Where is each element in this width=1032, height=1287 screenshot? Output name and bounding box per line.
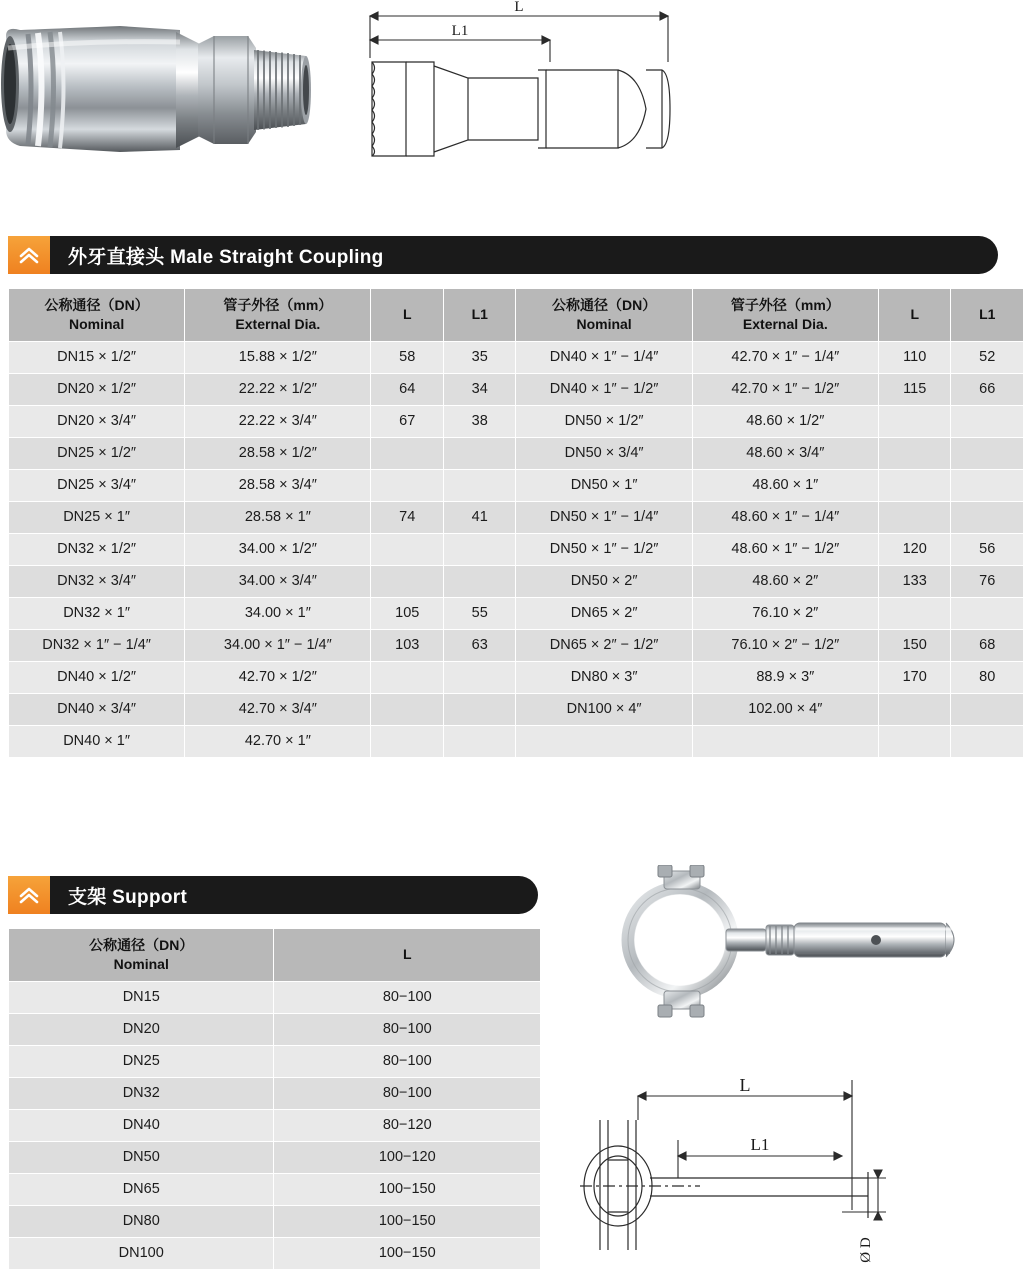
cell-external: 48.60 × 2″ <box>692 565 878 597</box>
cell-nominal <box>516 725 692 757</box>
cell-external: 76.10 × 2″ − 1/2″ <box>692 629 878 661</box>
cell-external: 22.22 × 1/2″ <box>185 373 371 405</box>
cell-l1 <box>443 437 516 469</box>
dim-l-label: L <box>514 0 524 15</box>
cell-l <box>878 437 951 469</box>
cell-nominal: DN40 × 1/2″ <box>9 661 185 693</box>
cell-l1: 63 <box>443 629 516 661</box>
cell-l1: 80 <box>951 661 1024 693</box>
support-photo-svg <box>590 865 1010 1045</box>
cell-nominal: DN32 × 1″ <box>9 597 185 629</box>
cell-external: 48.60 × 1″ − 1/2″ <box>692 533 878 565</box>
cell-l: 80−100 <box>274 1045 541 1077</box>
table-row <box>9 661 1024 693</box>
cell-nominal: DN40 × 1″ − 1/4″ <box>516 341 692 373</box>
cell-l1: 55 <box>443 597 516 629</box>
cell-nominal: DN15 × 1/2″ <box>9 341 185 373</box>
cell-nominal: DN25 × 1/2″ <box>9 437 185 469</box>
col-nominal-left <box>9 289 185 342</box>
double-chevron-up-icon <box>8 236 50 274</box>
cell-nominal: DN15 <box>9 981 274 1013</box>
col-nominal-en: Nominal <box>113 955 169 972</box>
cell-nominal: DN20 × 3/4″ <box>9 405 185 437</box>
cell-external: 34.00 × 1″ − 1/4″ <box>185 629 371 661</box>
dim-l1-label: L1 <box>451 23 469 39</box>
col-l: L <box>274 929 541 982</box>
col-nominal-cn: 公称通径（DN） <box>89 937 194 953</box>
cell-l: 115 <box>878 373 951 405</box>
table-row <box>9 1205 541 1237</box>
cell-l <box>878 693 951 725</box>
table-row <box>9 501 1024 533</box>
cell-nominal: DN65 × 2″ <box>516 597 692 629</box>
cell-l: 170 <box>878 661 951 693</box>
coupling-photo-svg <box>0 0 330 200</box>
cell-l <box>878 501 951 533</box>
col-nominal <box>9 929 274 982</box>
cell-l1 <box>951 693 1024 725</box>
cell-l1 <box>951 469 1024 501</box>
cell-l1: 34 <box>443 373 516 405</box>
cell-l: 67 <box>371 405 444 437</box>
cell-nominal: DN40 × 1″ <box>9 725 185 757</box>
cell-nominal: DN50 × 1″ <box>516 469 692 501</box>
cell-l: 100−150 <box>274 1173 541 1205</box>
cell-nominal: DN20 × 1/2″ <box>9 373 185 405</box>
cell-l1 <box>951 501 1024 533</box>
cell-nominal: DN65 <box>9 1173 274 1205</box>
cell-l <box>371 533 444 565</box>
cell-l: 80−120 <box>274 1109 541 1141</box>
cell-l1 <box>443 533 516 565</box>
section-banner-male-straight-coupling <box>8 236 998 274</box>
coupling-spec-table <box>8 288 1024 758</box>
cell-nominal: DN50 × 3/4″ <box>516 437 692 469</box>
dim-d-label: Ø D <box>858 1237 874 1263</box>
cell-nominal: DN25 <box>9 1045 274 1077</box>
cell-l: 100−120 <box>274 1141 541 1173</box>
cell-l1: 68 <box>951 629 1024 661</box>
cell-external: 76.10 × 2″ <box>692 597 878 629</box>
col-external-en: External Dia. <box>742 315 828 332</box>
col-nominal-cn: 公称通径（DN） <box>551 297 657 313</box>
col-external-cn: 管子外径（mm） <box>730 297 840 313</box>
cell-external: 48.60 × 1″ <box>692 469 878 501</box>
cell-nominal: DN100 × 4″ <box>516 693 692 725</box>
table-header-row <box>9 929 541 982</box>
table-row <box>9 565 1024 597</box>
cell-nominal: DN40 × 3/4″ <box>9 693 185 725</box>
cell-external: 48.60 × 1″ − 1/4″ <box>692 501 878 533</box>
col-nominal-cn: 公称通径（DN） <box>44 297 149 313</box>
coupling-table-body <box>9 341 1024 757</box>
cell-l: 80−100 <box>274 1013 541 1045</box>
col-l-left: L <box>371 289 444 342</box>
cell-external: 42.70 × 1″ − 1/2″ <box>692 373 878 405</box>
cell-nominal: DN25 × 3/4″ <box>9 469 185 501</box>
section-banner-support <box>8 876 538 914</box>
cell-external: 34.00 × 1″ <box>185 597 371 629</box>
col-nominal-en: Nominal <box>576 315 632 332</box>
cell-nominal: DN40 × 1″ − 1/2″ <box>516 373 692 405</box>
cell-nominal: DN20 <box>9 1013 274 1045</box>
cell-l1: 76 <box>951 565 1024 597</box>
cell-l1 <box>443 661 516 693</box>
col-external-right <box>692 289 878 342</box>
cell-l <box>371 725 444 757</box>
cell-nominal: DN32 × 1/2″ <box>9 533 185 565</box>
cell-external: 48.60 × 1/2″ <box>692 405 878 437</box>
table-row <box>9 725 1024 757</box>
cell-l: 100−150 <box>274 1237 541 1269</box>
cell-l1 <box>951 597 1024 629</box>
support-table-body <box>9 981 541 1269</box>
cell-external: 28.58 × 3/4″ <box>185 469 371 501</box>
table-row <box>9 341 1024 373</box>
cell-l: 58 <box>371 341 444 373</box>
cell-external: 15.88 × 1/2″ <box>185 341 371 373</box>
cell-l: 103 <box>371 629 444 661</box>
cell-nominal: DN100 <box>9 1237 274 1269</box>
cell-l1: 52 <box>951 341 1024 373</box>
col-external-cn: 管子外径（mm） <box>223 297 333 313</box>
cell-nominal: DN32 <box>9 1077 274 1109</box>
cell-l: 120 <box>878 533 951 565</box>
cell-nominal: DN32 × 3/4″ <box>9 565 185 597</box>
cell-l <box>371 661 444 693</box>
cell-nominal: DN50 × 1/2″ <box>516 405 692 437</box>
table-header-row <box>9 289 1024 342</box>
cell-l: 110 <box>878 341 951 373</box>
coupling-drawing-svg <box>350 0 690 200</box>
cell-external: 28.58 × 1/2″ <box>185 437 371 469</box>
cell-nominal: DN50 × 2″ <box>516 565 692 597</box>
cell-external: 42.70 × 3/4″ <box>185 693 371 725</box>
cell-nominal: DN40 <box>9 1109 274 1141</box>
cell-l: 74 <box>371 501 444 533</box>
table-row <box>9 533 1024 565</box>
cell-l1 <box>951 437 1024 469</box>
cell-nominal: DN65 × 2″ − 1/2″ <box>516 629 692 661</box>
dim-l1-label: L1 <box>750 1135 770 1154</box>
col-l1-right: L1 <box>951 289 1024 342</box>
cell-nominal: DN80 <box>9 1205 274 1237</box>
section-title: 支架 Support <box>68 886 188 908</box>
cell-external: 42.70 × 1″ − 1/4″ <box>692 341 878 373</box>
cell-l: 80−100 <box>274 1077 541 1109</box>
cell-l <box>371 437 444 469</box>
table-row <box>9 629 1024 661</box>
table-row <box>9 1077 541 1109</box>
support-technical-drawing <box>580 1060 1010 1275</box>
cell-l1: 56 <box>951 533 1024 565</box>
cell-l <box>878 405 951 437</box>
cell-l1 <box>951 725 1024 757</box>
col-l1-left: L1 <box>443 289 516 342</box>
table-row <box>9 405 1024 437</box>
cell-l: 105 <box>371 597 444 629</box>
table-row <box>9 597 1024 629</box>
cell-external: 102.00 × 4″ <box>692 693 878 725</box>
cell-external <box>692 725 878 757</box>
cell-external: 48.60 × 3/4″ <box>692 437 878 469</box>
table-row <box>9 1237 541 1269</box>
cell-external: 22.22 × 3/4″ <box>185 405 371 437</box>
col-nominal-en: Nominal <box>68 315 125 332</box>
table-row <box>9 1013 541 1045</box>
cell-external: 42.70 × 1/2″ <box>185 661 371 693</box>
table-row <box>9 1173 541 1205</box>
cell-nominal: DN80 × 3″ <box>516 661 692 693</box>
support-drawing-svg <box>580 1060 1010 1275</box>
table-row <box>9 1045 541 1077</box>
cell-l1 <box>443 693 516 725</box>
cell-l1: 35 <box>443 341 516 373</box>
col-external-left <box>185 289 371 342</box>
cell-l: 100−150 <box>274 1205 541 1237</box>
double-chevron-up-icon <box>8 876 50 914</box>
table-row <box>9 373 1024 405</box>
col-nominal-right <box>516 289 692 342</box>
cell-l1 <box>443 725 516 757</box>
cell-external: 88.9 × 3″ <box>692 661 878 693</box>
cell-l1: 38 <box>443 405 516 437</box>
cell-l <box>878 469 951 501</box>
table-row <box>9 437 1024 469</box>
cell-nominal: DN25 × 1″ <box>9 501 185 533</box>
cell-l1 <box>443 469 516 501</box>
table-row <box>9 1109 541 1141</box>
cell-l <box>878 597 951 629</box>
cell-external: 28.58 × 1″ <box>185 501 371 533</box>
dim-l-label: L <box>739 1075 751 1095</box>
cell-nominal: DN32 × 1″ − 1/4″ <box>9 629 185 661</box>
table-row <box>9 693 1024 725</box>
cell-l1 <box>443 565 516 597</box>
cell-nominal: DN50 × 1″ − 1/2″ <box>516 533 692 565</box>
cell-l <box>371 469 444 501</box>
cell-l: 150 <box>878 629 951 661</box>
table-row <box>9 1141 541 1173</box>
col-l-right: L <box>878 289 951 342</box>
cell-l: 80−100 <box>274 981 541 1013</box>
cell-l <box>371 565 444 597</box>
cell-external: 34.00 × 3/4″ <box>185 565 371 597</box>
col-external-en: External Dia. <box>235 315 321 332</box>
cell-l1 <box>951 405 1024 437</box>
cell-external: 42.70 × 1″ <box>185 725 371 757</box>
cell-l <box>878 725 951 757</box>
table-row <box>9 469 1024 501</box>
coupling-technical-drawing <box>350 0 690 200</box>
section-title: 外牙直接头 Male Straight Coupling <box>68 246 384 268</box>
cell-l: 133 <box>878 565 951 597</box>
cell-l1: 41 <box>443 501 516 533</box>
cell-external: 34.00 × 1/2″ <box>185 533 371 565</box>
cell-l1: 66 <box>951 373 1024 405</box>
cell-l <box>371 693 444 725</box>
support-spec-table <box>8 928 541 1270</box>
coupling-product-photo <box>0 0 330 200</box>
cell-nominal: DN50 × 1″ − 1/4″ <box>516 501 692 533</box>
cell-l: 64 <box>371 373 444 405</box>
support-product-photo <box>590 865 1010 1045</box>
table-row <box>9 981 541 1013</box>
cell-nominal: DN50 <box>9 1141 274 1173</box>
